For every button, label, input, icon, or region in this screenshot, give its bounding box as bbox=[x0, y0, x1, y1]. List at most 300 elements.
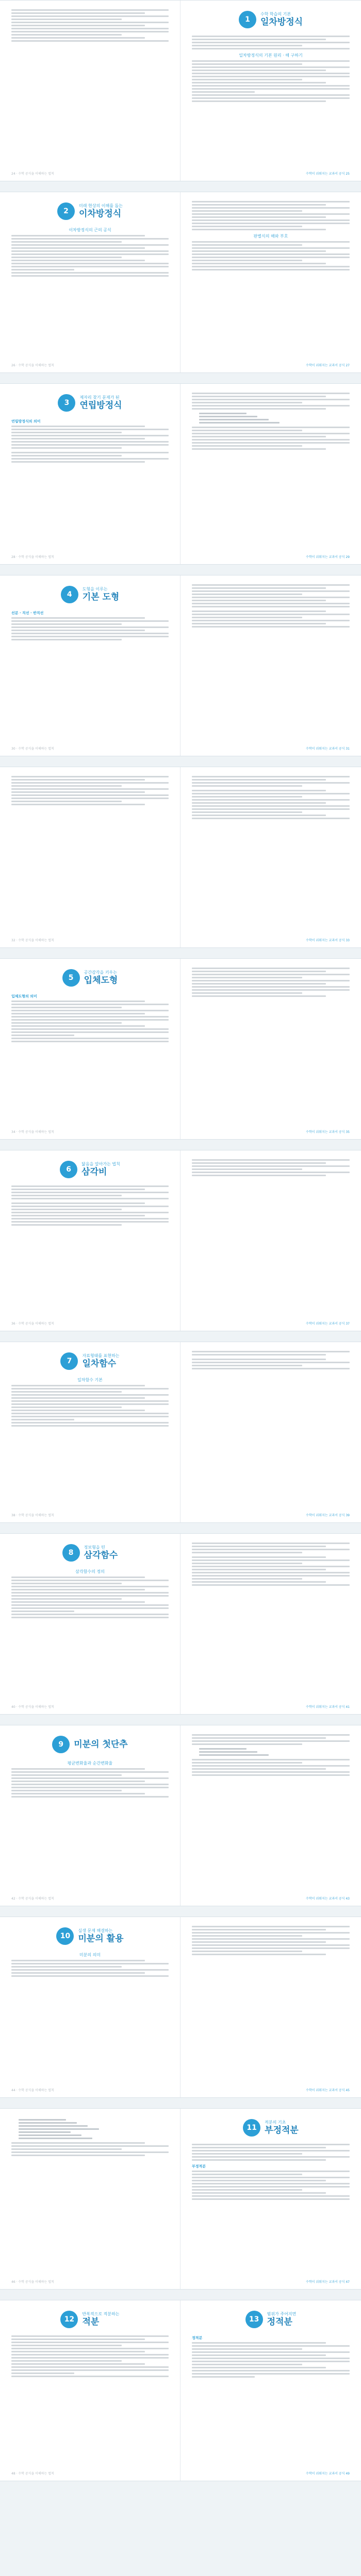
text-line bbox=[192, 1575, 350, 1577]
text-paragraph bbox=[11, 1385, 169, 1427]
text-line bbox=[192, 396, 326, 397]
subsection-heading: 정적분 bbox=[192, 2336, 203, 2340]
chapter-title: 입체도형 bbox=[84, 975, 118, 986]
chapter-subtitle: 적분의 기초 bbox=[265, 2120, 286, 2125]
left-page bbox=[0, 959, 180, 1139]
text-line bbox=[192, 269, 350, 270]
text-line bbox=[11, 1972, 145, 1974]
subsection-heading: 입체도형의 의미 bbox=[11, 994, 37, 998]
text-line bbox=[11, 626, 169, 628]
text-line bbox=[192, 977, 302, 978]
page-spread bbox=[0, 0, 361, 181]
right-page bbox=[180, 1150, 361, 1331]
text-line bbox=[192, 2174, 302, 2175]
text-line bbox=[11, 1787, 169, 1788]
text-line bbox=[11, 1781, 145, 1782]
text-paragraph bbox=[11, 9, 169, 42]
footer-right-text: 수학이 쉬워지는 교과서 공식 45 bbox=[306, 2089, 350, 2092]
chapter-number-badge: 9 bbox=[52, 1736, 70, 1753]
chapter-subtitle: 정보형을 띤 bbox=[84, 1545, 105, 1550]
text-line bbox=[11, 620, 169, 622]
text-line bbox=[192, 971, 326, 972]
page-footer bbox=[11, 1321, 169, 1326]
page-footer bbox=[192, 2471, 350, 2476]
text-line bbox=[11, 2148, 122, 2150]
text-line bbox=[192, 70, 326, 71]
text-line bbox=[192, 974, 350, 975]
text-line bbox=[192, 405, 350, 406]
text-line bbox=[192, 2195, 350, 2197]
text-paragraph bbox=[192, 1556, 350, 1586]
text-line bbox=[192, 2171, 350, 2172]
left-page bbox=[0, 767, 180, 947]
chapter-subtitle: 자료형태를 표현하는 bbox=[82, 1353, 120, 1358]
equation-line bbox=[19, 2125, 88, 2127]
page-footer bbox=[11, 1129, 169, 1134]
text-paragraph bbox=[192, 611, 350, 628]
text-line bbox=[192, 1774, 350, 1776]
text-line bbox=[192, 2370, 350, 2371]
text-line bbox=[192, 785, 302, 787]
section-heading: 평균변화율과 순간변화율 bbox=[67, 1761, 113, 1766]
chapter-subtitle: 닮음을 알아가는 법칙 bbox=[81, 1162, 120, 1166]
chapter-title-block bbox=[82, 2312, 119, 2327]
text-paragraph bbox=[11, 1202, 169, 1226]
text-line bbox=[192, 427, 350, 428]
text-line bbox=[11, 28, 169, 29]
text-paragraph bbox=[11, 452, 169, 463]
chapter-heading bbox=[11, 202, 169, 220]
text-line bbox=[192, 2364, 302, 2365]
page-footer bbox=[192, 171, 350, 176]
text-line bbox=[11, 1031, 169, 1033]
text-line bbox=[11, 458, 169, 460]
text-line bbox=[192, 590, 350, 592]
text-line bbox=[192, 226, 302, 227]
page-spread bbox=[0, 958, 361, 1140]
text-line bbox=[192, 1359, 326, 1360]
chapter-number-badge: 8 bbox=[62, 1544, 80, 1562]
right-page bbox=[180, 1342, 361, 1522]
chapter-title-block bbox=[79, 395, 122, 411]
text-line bbox=[11, 2151, 169, 2153]
text-line bbox=[11, 31, 169, 32]
text-line bbox=[192, 79, 302, 80]
footer-right-text: 수학이 쉬워지는 교과서 공식 33 bbox=[306, 939, 350, 942]
text-paragraph bbox=[192, 427, 350, 450]
text-line bbox=[192, 1365, 302, 1366]
text-paragraph bbox=[192, 1759, 350, 1776]
text-line bbox=[11, 272, 169, 274]
chapter-heading bbox=[11, 1544, 169, 1562]
text-line bbox=[192, 399, 350, 400]
text-line bbox=[192, 1932, 350, 1934]
page-footer bbox=[192, 1513, 350, 1517]
right-page bbox=[180, 767, 361, 947]
text-line bbox=[11, 2354, 169, 2355]
right-page bbox=[180, 575, 361, 756]
chapter-title: 삼각함수 bbox=[84, 1550, 118, 1561]
chapter-title: 일차방정식 bbox=[260, 17, 303, 27]
equation-line bbox=[199, 1751, 257, 1753]
page-spread bbox=[0, 2108, 361, 2290]
text-line bbox=[192, 587, 326, 589]
footer-left-text: 34 · 수학 공식을 이해하는 법칙 bbox=[11, 1130, 54, 1134]
text-line bbox=[192, 244, 302, 246]
text-line bbox=[11, 1400, 169, 1402]
footer-right-text: 수학이 쉬워지는 교과서 공식 47 bbox=[306, 2280, 350, 2284]
text-line bbox=[192, 1168, 302, 1170]
section-heading: 미분의 의미 bbox=[79, 1953, 101, 1957]
text-line bbox=[11, 1007, 122, 1008]
text-line bbox=[192, 445, 302, 447]
text-line bbox=[192, 1737, 326, 1739]
chapter-title: 기본 도형 bbox=[82, 592, 120, 602]
text-line bbox=[192, 1354, 326, 1355]
chapter-subtitle: 도형을 이루는 bbox=[82, 587, 108, 591]
text-paragraph bbox=[192, 393, 350, 410]
text-line bbox=[192, 2153, 302, 2155]
chapter-number-badge: 10 bbox=[56, 1927, 74, 1945]
left-page bbox=[0, 1725, 180, 1906]
text-line bbox=[11, 426, 145, 427]
page-footer bbox=[11, 2279, 169, 2284]
text-line bbox=[11, 1394, 169, 1396]
chapter-number-badge: 6 bbox=[60, 1161, 77, 1178]
text-line bbox=[11, 1013, 145, 1014]
text-line bbox=[192, 597, 350, 598]
chapter-title-block bbox=[78, 1928, 123, 1944]
text-line bbox=[192, 584, 350, 586]
text-line bbox=[11, 1422, 169, 1423]
text-line bbox=[11, 1793, 145, 1794]
chapter-heading bbox=[11, 1352, 169, 1370]
subsection-heading: 부정적분 bbox=[192, 2164, 206, 2168]
text-line bbox=[192, 600, 326, 601]
text-line bbox=[192, 2342, 326, 2344]
text-line bbox=[11, 776, 169, 777]
text-paragraph bbox=[192, 201, 350, 230]
chapter-title: 정적분 bbox=[267, 2317, 292, 2327]
chapter-title: 삼각비 bbox=[81, 1167, 107, 1177]
chapter-heading bbox=[192, 2311, 350, 2328]
text-line bbox=[11, 1774, 122, 1776]
text-line bbox=[192, 100, 326, 102]
text-paragraph bbox=[192, 2342, 350, 2378]
text-line bbox=[192, 782, 350, 784]
text-line bbox=[11, 2351, 145, 2352]
text-line bbox=[11, 1790, 122, 1791]
chapter-subtitle: 실생 문제 해결하는 bbox=[78, 1928, 113, 1933]
chapter-title: 적분 bbox=[82, 2317, 100, 2327]
text-line bbox=[192, 1172, 350, 1173]
text-line bbox=[192, 2192, 326, 2194]
text-line bbox=[11, 1010, 169, 1011]
text-line bbox=[11, 1189, 145, 1190]
text-line bbox=[11, 1963, 169, 1964]
chapter-title-block bbox=[83, 587, 120, 602]
text-line bbox=[11, 2372, 74, 2374]
text-line bbox=[11, 1425, 169, 1427]
text-line bbox=[11, 37, 145, 39]
text-line bbox=[192, 2189, 302, 2191]
text-line bbox=[11, 12, 145, 14]
text-line bbox=[11, 257, 122, 258]
text-line bbox=[192, 60, 350, 62]
text-line bbox=[192, 606, 350, 607]
text-line bbox=[192, 983, 326, 985]
text-line bbox=[192, 241, 350, 243]
page-footer bbox=[11, 171, 169, 176]
chapter-title-block bbox=[79, 204, 123, 219]
text-line bbox=[11, 241, 122, 243]
text-line bbox=[192, 995, 326, 997]
text-paragraph bbox=[11, 1960, 169, 1977]
text-paragraph bbox=[11, 1185, 169, 1199]
footer-right-text: 수학이 쉬워지는 교과서 공식 49 bbox=[306, 2472, 350, 2476]
text-line bbox=[192, 790, 326, 791]
text-line bbox=[192, 2177, 350, 2178]
text-line bbox=[11, 9, 169, 11]
text-line bbox=[192, 2367, 326, 2368]
text-line bbox=[192, 207, 350, 209]
chapter-number-badge: 2 bbox=[57, 202, 75, 220]
text-line bbox=[192, 97, 350, 99]
chapter-heading bbox=[11, 394, 169, 412]
text-line bbox=[192, 594, 302, 595]
text-line bbox=[11, 1966, 122, 1968]
right-page bbox=[180, 1534, 361, 1714]
text-line bbox=[192, 980, 350, 981]
text-line bbox=[192, 48, 350, 49]
text-line bbox=[192, 2345, 350, 2347]
equation-line bbox=[199, 416, 257, 417]
text-line bbox=[192, 1546, 326, 1547]
equation-line bbox=[199, 1754, 269, 1756]
text-line bbox=[11, 461, 145, 463]
text-paragraph bbox=[11, 2335, 169, 2377]
text-line bbox=[11, 1391, 122, 1393]
text-line bbox=[11, 1975, 169, 1977]
text-line bbox=[192, 408, 326, 410]
right-page bbox=[180, 384, 361, 564]
text-line bbox=[11, 1218, 169, 1219]
text-line bbox=[192, 223, 350, 224]
text-line bbox=[192, 63, 302, 65]
page-spread bbox=[0, 1725, 361, 1906]
footer-right-text: 수학이 쉬워지는 교과서 공식 27 bbox=[306, 364, 350, 367]
text-line bbox=[11, 1202, 145, 1204]
text-line bbox=[11, 435, 169, 436]
page-footer bbox=[192, 1896, 350, 1901]
text-line bbox=[192, 229, 326, 230]
text-line bbox=[11, 2338, 145, 2340]
text-line bbox=[11, 1022, 122, 1024]
text-paragraph bbox=[192, 36, 350, 49]
footer-left-text: 24 · 수학 공식을 이해하는 법칙 bbox=[11, 172, 54, 176]
text-line bbox=[192, 1734, 350, 1736]
chapter-heading bbox=[11, 969, 169, 987]
text-line bbox=[192, 2186, 350, 2188]
text-line bbox=[192, 213, 350, 215]
text-paragraph bbox=[192, 1159, 350, 1176]
text-line bbox=[192, 623, 326, 624]
text-line bbox=[192, 989, 350, 991]
text-line bbox=[192, 1162, 326, 1164]
chapter-number-badge: 11 bbox=[243, 2119, 260, 2137]
left-page bbox=[0, 192, 180, 372]
text-line bbox=[11, 2145, 169, 2147]
text-line bbox=[11, 1035, 74, 1036]
right-page bbox=[180, 1917, 361, 2097]
text-line bbox=[192, 1944, 350, 1946]
page-spread bbox=[0, 1917, 361, 2098]
chapter-title: 이차방정식 bbox=[79, 209, 122, 219]
chapter-number-badge: 12 bbox=[60, 2311, 78, 2328]
left-page bbox=[0, 1150, 180, 1331]
text-line bbox=[192, 1768, 326, 1770]
text-line bbox=[192, 1954, 326, 1955]
text-line bbox=[192, 968, 350, 969]
text-line bbox=[11, 1601, 145, 1603]
text-line bbox=[11, 1224, 122, 1226]
footer-left-text: 30 · 수학 공식을 이해하는 법칙 bbox=[11, 747, 54, 751]
text-line bbox=[192, 1165, 350, 1167]
text-line bbox=[11, 15, 169, 17]
text-paragraph bbox=[192, 2171, 350, 2200]
footer-left-text: 36 · 수학 공식을 이해하는 법칙 bbox=[11, 1322, 54, 1326]
text-line bbox=[192, 986, 350, 988]
text-line bbox=[192, 1351, 350, 1352]
text-line bbox=[192, 614, 350, 615]
footer-right-text: 수학이 쉬워지는 교과서 공식 35 bbox=[306, 1130, 350, 1134]
text-line bbox=[11, 447, 122, 449]
text-line bbox=[192, 91, 255, 93]
text-line bbox=[192, 201, 350, 202]
text-line bbox=[192, 210, 302, 212]
text-line bbox=[11, 1209, 122, 1210]
text-line bbox=[11, 1607, 169, 1609]
page-footer bbox=[192, 363, 350, 367]
text-line bbox=[11, 444, 169, 446]
equation-line bbox=[19, 2119, 66, 2121]
page-spread bbox=[0, 383, 361, 565]
text-line bbox=[11, 1016, 169, 1018]
equation-line bbox=[199, 413, 247, 414]
text-line bbox=[11, 2366, 169, 2368]
equation-line bbox=[19, 2128, 99, 2130]
text-line bbox=[192, 216, 326, 218]
text-line bbox=[11, 623, 122, 625]
text-paragraph bbox=[192, 790, 350, 819]
text-paragraph bbox=[192, 968, 350, 997]
text-line bbox=[192, 1543, 350, 1544]
footer-right-text: 수학이 쉬워지는 교과서 공식 31 bbox=[306, 747, 350, 751]
equation-block bbox=[192, 413, 350, 423]
text-line bbox=[11, 633, 169, 634]
text-line bbox=[192, 992, 302, 994]
text-paragraph bbox=[11, 617, 169, 640]
text-line bbox=[192, 1581, 326, 1583]
text-paragraph bbox=[11, 1577, 169, 1618]
text-line bbox=[11, 788, 169, 790]
text-line bbox=[192, 2150, 350, 2151]
text-line bbox=[192, 617, 302, 618]
text-line bbox=[11, 1410, 145, 1411]
text-line bbox=[192, 2354, 326, 2356]
text-line bbox=[192, 1159, 350, 1161]
equation-line bbox=[199, 419, 269, 420]
text-line bbox=[11, 2363, 145, 2365]
text-line bbox=[192, 448, 326, 450]
page-spread bbox=[0, 1150, 361, 1331]
text-paragraph bbox=[192, 2144, 350, 2161]
chapter-title-block bbox=[260, 12, 303, 27]
text-line bbox=[192, 2159, 326, 2161]
section-heading: 일차방정식의 기본 원리 · 해 구하기 bbox=[239, 53, 303, 58]
text-line bbox=[192, 1175, 326, 1176]
text-line bbox=[192, 1947, 350, 1949]
text-line bbox=[11, 1028, 169, 1030]
text-line bbox=[192, 1584, 350, 1586]
text-line bbox=[11, 40, 169, 42]
page-spread bbox=[0, 192, 361, 373]
page-footer bbox=[11, 1896, 169, 1901]
footer-left-text: 46 · 수학 공식을 이해하는 법칙 bbox=[11, 2280, 54, 2284]
text-line bbox=[192, 436, 326, 437]
text-line bbox=[192, 219, 350, 221]
text-line bbox=[192, 1556, 326, 1558]
text-line bbox=[11, 452, 169, 453]
text-line bbox=[192, 1938, 350, 1940]
text-line bbox=[11, 1777, 169, 1779]
chapter-number-badge: 7 bbox=[60, 1352, 78, 1370]
text-line bbox=[192, 815, 326, 816]
text-line bbox=[192, 442, 350, 444]
right-page bbox=[180, 2300, 361, 2481]
left-page bbox=[0, 1342, 180, 1522]
text-line bbox=[192, 76, 350, 77]
text-line bbox=[192, 1759, 350, 1760]
page-spread bbox=[0, 2300, 361, 2481]
text-paragraph bbox=[192, 1351, 350, 1355]
right-page bbox=[180, 959, 361, 1139]
equation-block bbox=[192, 1748, 350, 1756]
text-line bbox=[11, 1212, 169, 1213]
text-paragraph bbox=[192, 1359, 350, 1369]
text-line bbox=[11, 1041, 169, 1042]
text-line bbox=[11, 244, 169, 246]
text-line bbox=[11, 1617, 169, 1618]
text-line bbox=[11, 2142, 145, 2144]
text-line bbox=[11, 1019, 169, 1021]
text-line bbox=[192, 620, 350, 621]
text-line bbox=[11, 1589, 145, 1590]
text-line bbox=[192, 1362, 350, 1363]
chapter-number-badge: 13 bbox=[245, 2311, 263, 2328]
text-line bbox=[11, 1586, 169, 1587]
text-line bbox=[192, 266, 350, 267]
footer-left-text: 38 · 수학 공식을 이해하는 법칙 bbox=[11, 1514, 54, 1517]
text-line bbox=[192, 2376, 255, 2378]
text-line bbox=[11, 1784, 169, 1785]
text-line bbox=[11, 1969, 169, 1971]
chapter-title-block bbox=[74, 1739, 127, 1750]
text-line bbox=[11, 1206, 169, 1207]
text-line bbox=[11, 235, 145, 236]
text-line bbox=[192, 1941, 326, 1943]
text-line bbox=[11, 238, 169, 240]
